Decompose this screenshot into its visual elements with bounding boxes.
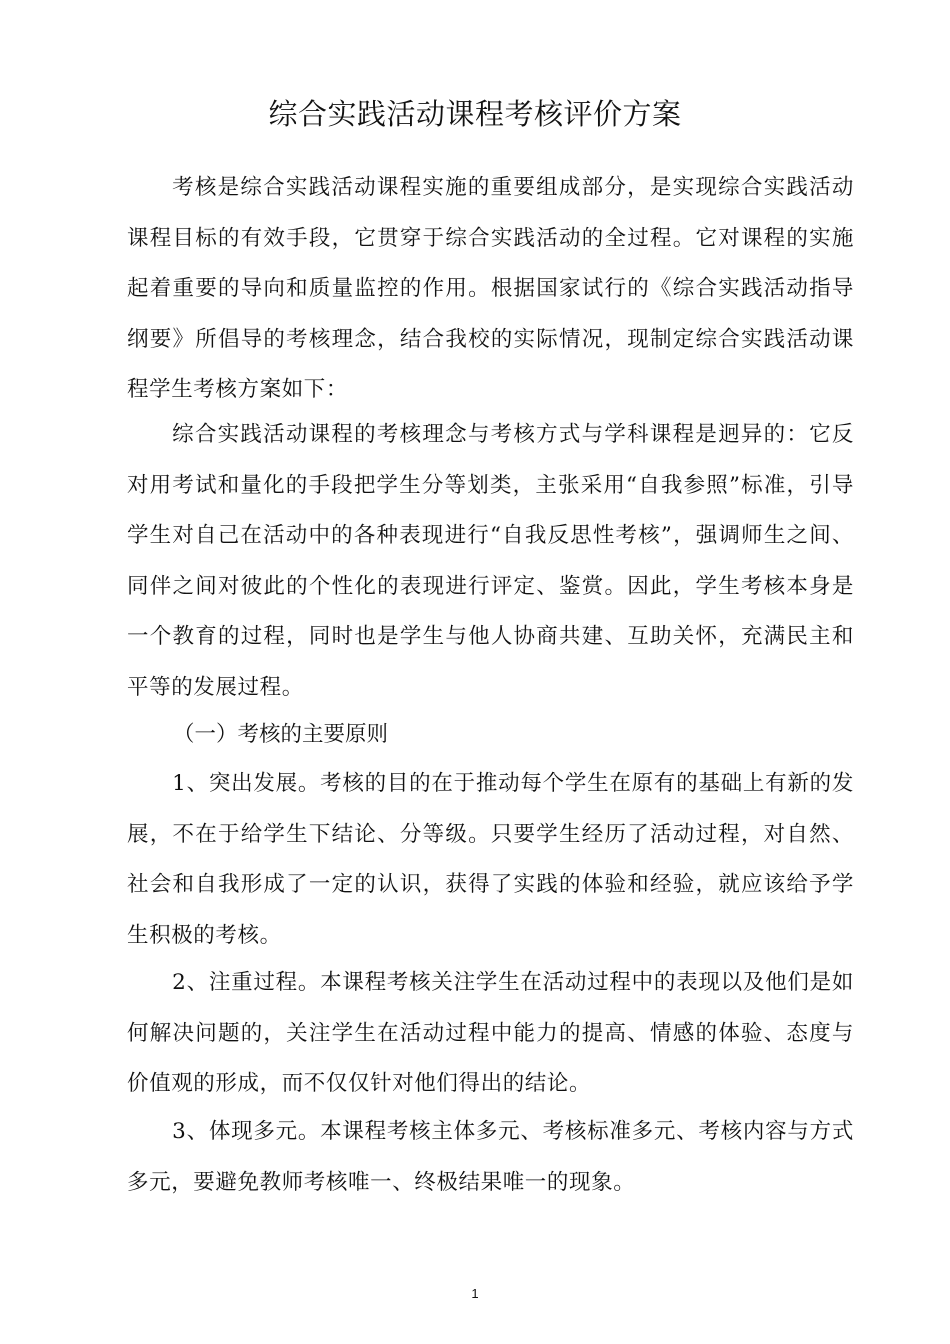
concept-paragraph: 综合实践活动课程的考核理念与考核方式与学科课程是迥异的：它反对用考试和量化的手段把学生分等划类，主张采用“自我参照”标准，引导学生对自己在活动中的各种表现进行“自我反思性考核”，强调师生之间、同伴之间对彼此的个性化的表现进行评定、鉴赏。因此，学生考核本身是一个教育的过程，同时也是学生与他人协商共建、互助关怀，充满民主和平等的发展过程。 [127, 422, 854, 700]
section-heading: （一）考核的主要原则 [173, 722, 389, 747]
intro-paragraph: 考核是综合实践活动课程实施的重要组成部分，是实现综合实践活动课程目标的有效手段，它贯穿于综合实践活动的全过程。它对课程的实施起着重要的导向和质量监控的作用。根据国家试行的《综合实践活动指导纲要》所倡导的考核理念，结合我校的实际情况，现制定综合实践活动课程学生考核方案如下： [127, 175, 854, 402]
principle-item: 3、体现多元。本课程考核主体多元、考核标准多元、考核内容与方式多元，要避免教师考核唯一、终极结果唯一的现象。 [127, 1119, 854, 1195]
principle-item: 2、注重过程。本课程考核关注学生在活动过程中的表现以及他们是如何解决问题的，关注学生在活动过程中能力的提高、情感的体验、态度与价值观的形成，而不仅仅针对他们得出的结论。 [127, 970, 854, 1096]
document-title: 综合实践活动课程考核评价方案 [268, 97, 682, 131]
page-number: 1 [471, 1286, 479, 1301]
principle-item: 1、突出发展。考核的目的在于推动每个学生在原有的基础上有新的发展，不在于给学生下结论、分等级。只要学生经历了活动过程，对自然、社会和自我形成了一定的认识，获得了实践的体验和经验，就应该给予学生积极的考核。 [127, 771, 854, 948]
